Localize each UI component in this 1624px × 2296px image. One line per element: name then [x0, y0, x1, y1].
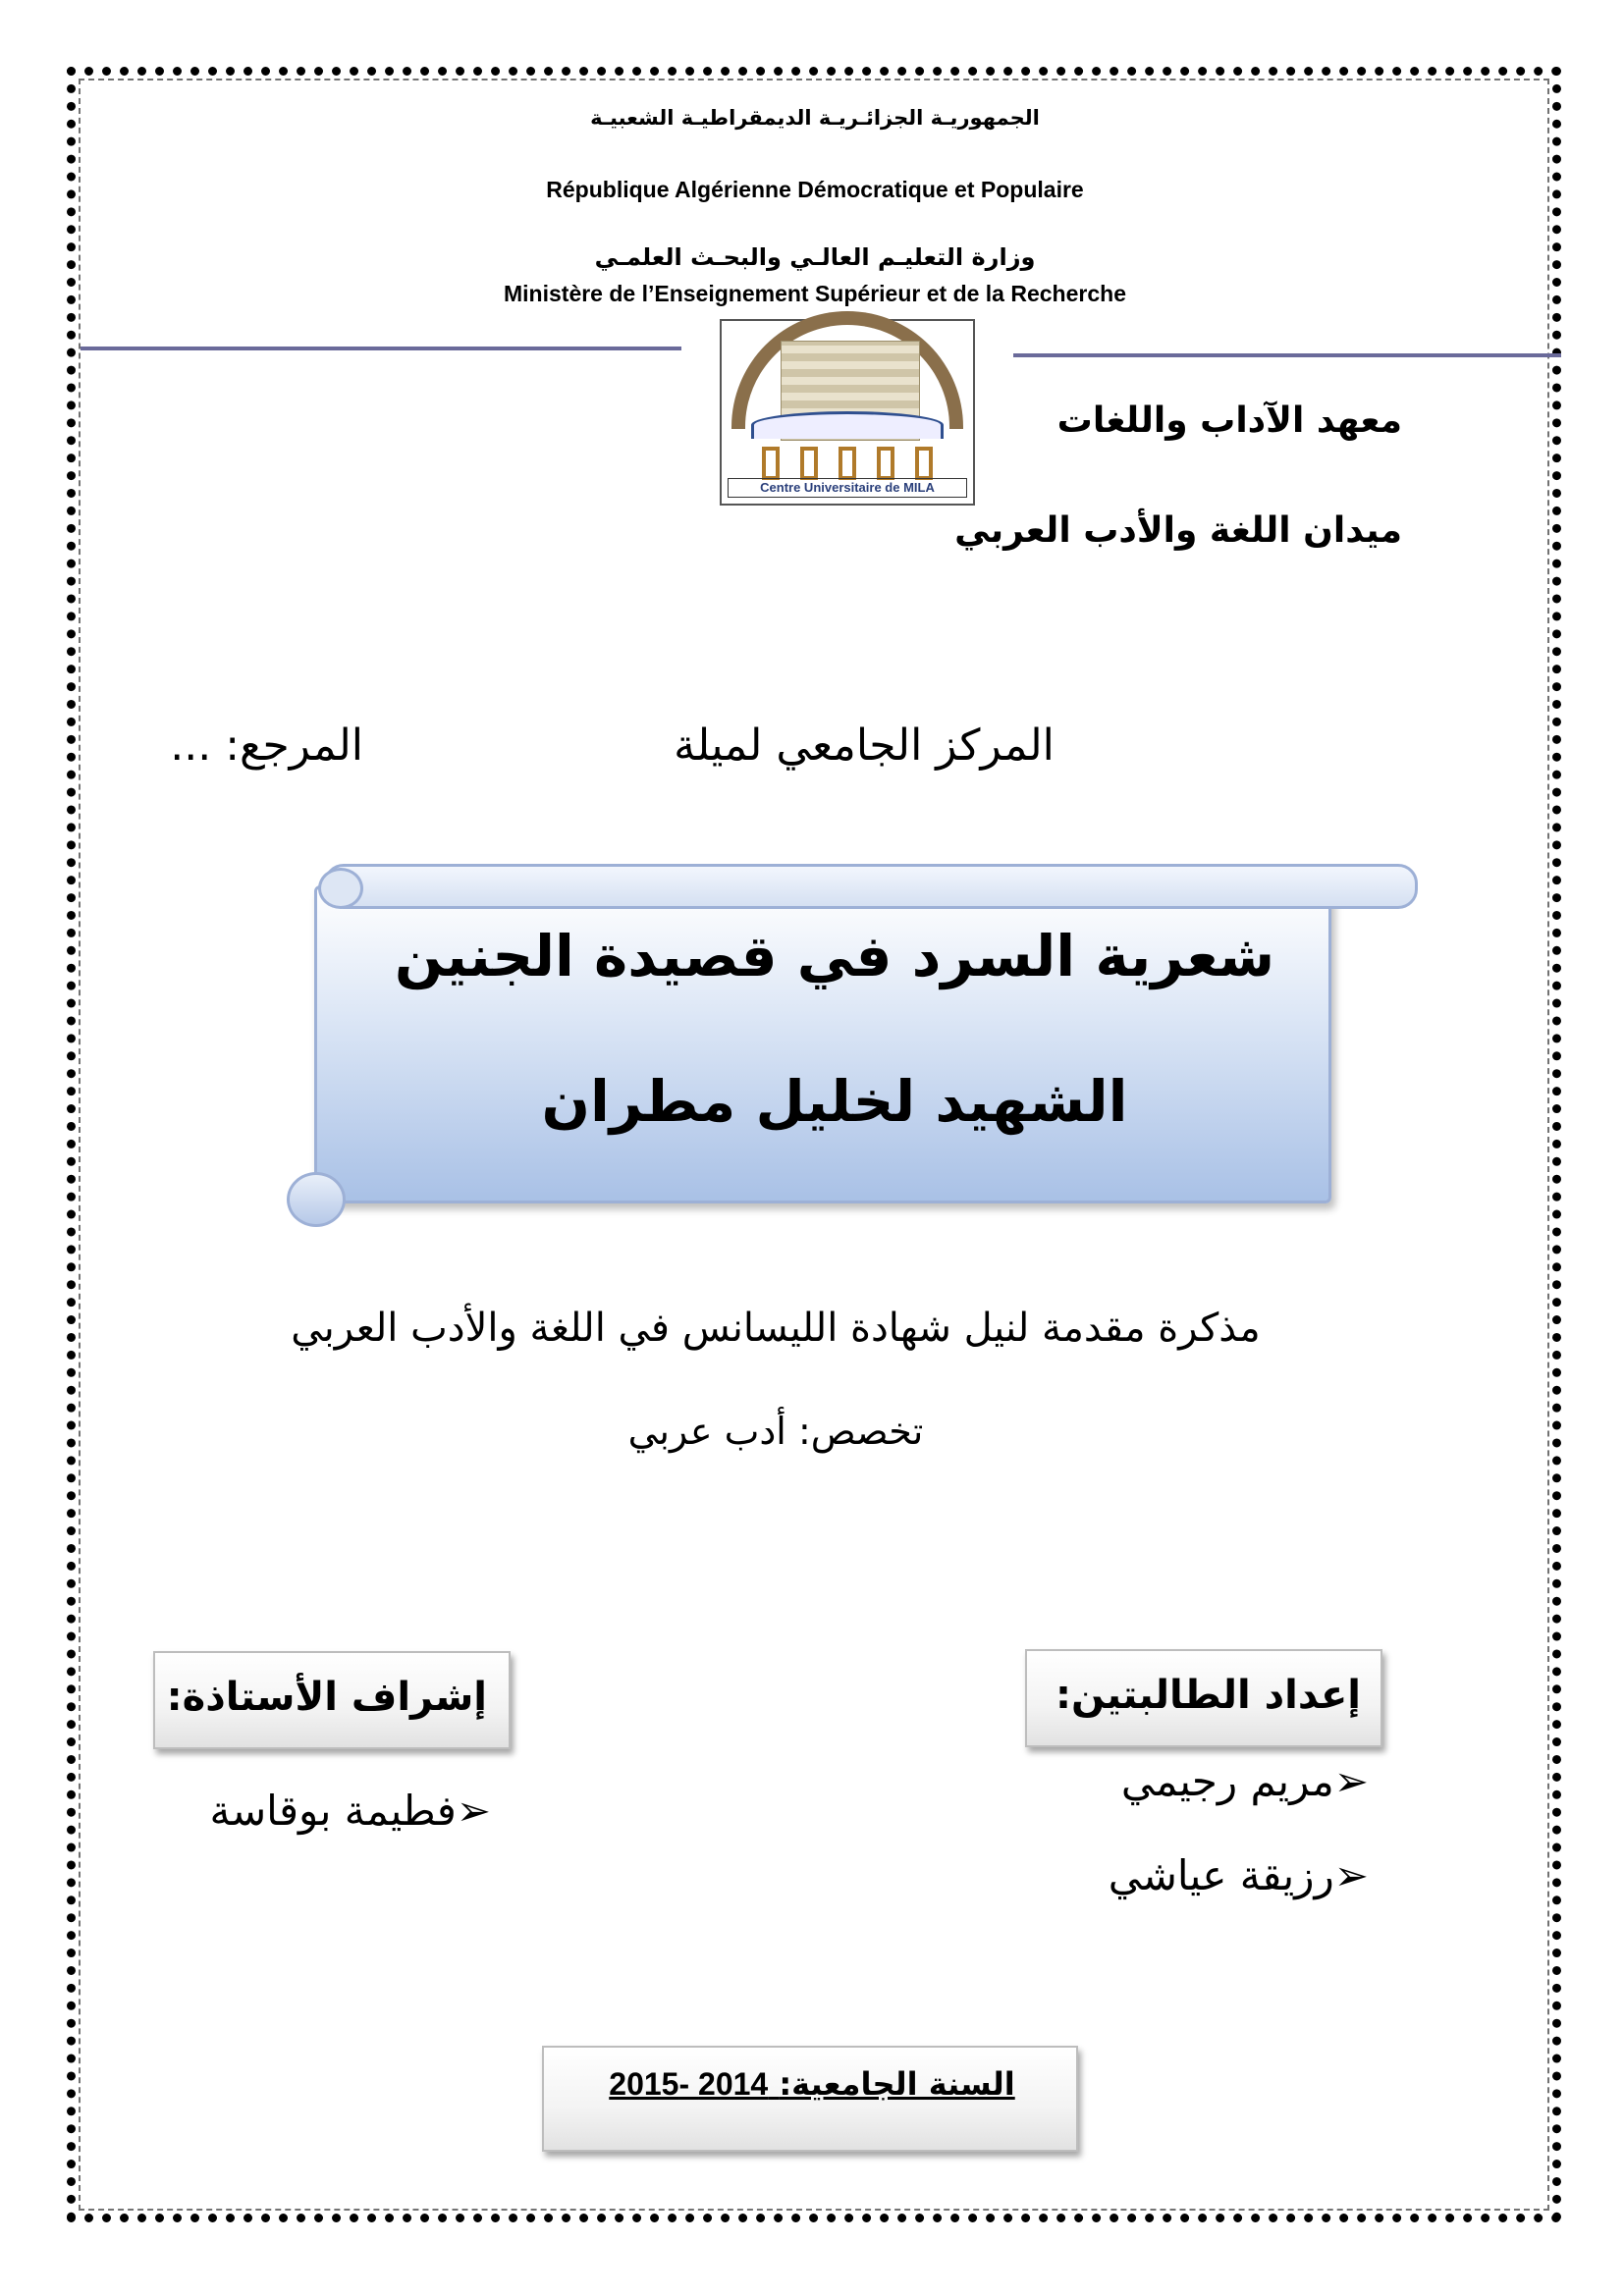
academic-year-box	[542, 2046, 1078, 2152]
title-scroll	[295, 864, 1335, 1217]
student-name-1: ➢مريم رجيمي	[1120, 1757, 1369, 1805]
students-heading-box	[1025, 1649, 1382, 1747]
supervisor-name: ➢فطيمة بوقاسة	[209, 1787, 491, 1835]
title-scroll-top-curl	[318, 868, 363, 909]
academic-year: السنة الجامعية: 2014 -2015	[609, 2065, 1015, 2103]
supervisor-heading-box	[153, 1651, 511, 1749]
center-name: المركز الجامعي لميلة	[674, 721, 1055, 771]
ministry-arabic: وزارة التعليـم العالـي والبحـث العلمـي	[594, 243, 1036, 271]
thesis-specialty: تخصص: أدب عربي	[627, 1410, 924, 1453]
republic-french: République Algérienne Démocratique et Populaire	[546, 177, 1084, 202]
bullet-arrow-icon: ➢	[1333, 1851, 1369, 1899]
students-heading: إعداد الطالبتين:	[1055, 1673, 1361, 1718]
reference-label: المرجع: ...	[170, 721, 363, 771]
student-name-2: ➢رزيقة عياشي	[1108, 1851, 1369, 1899]
thesis-title-line1: شعرية السرد في قصيدة الجنين	[394, 923, 1275, 989]
title-scroll-bottom-curl	[287, 1172, 346, 1227]
bullet-arrow-icon: ➢	[456, 1787, 491, 1835]
republic-arabic: الجمهوريـة الجزائـريـة الديمقراطيـة الشعبيـة	[590, 106, 1040, 130]
thesis-title-line2: الشهيد لخليل مطران	[541, 1068, 1128, 1135]
logo-caption: Centre Universitaire de MILA	[728, 478, 967, 498]
header-rule-left	[81, 347, 681, 350]
title-scroll-top-roll	[324, 864, 1418, 909]
supervisor-heading: إشراف الأستاذة:	[166, 1675, 487, 1720]
institute-name: معهد الآداب واللغات	[1056, 400, 1402, 441]
field-name: ميدان اللغة والأدب العربي	[954, 510, 1402, 551]
thesis-description: مذكرة مقدمة لنيل شهادة الليسانس في اللغة والأدب العربي	[291, 1306, 1261, 1351]
header-rule-right	[1013, 353, 1561, 357]
logo-pillars	[751, 447, 944, 480]
ministry-french: Ministère de l’Enseignement Supérieur et de la Recherche	[504, 281, 1126, 306]
bullet-arrow-icon: ➢	[1333, 1757, 1369, 1805]
